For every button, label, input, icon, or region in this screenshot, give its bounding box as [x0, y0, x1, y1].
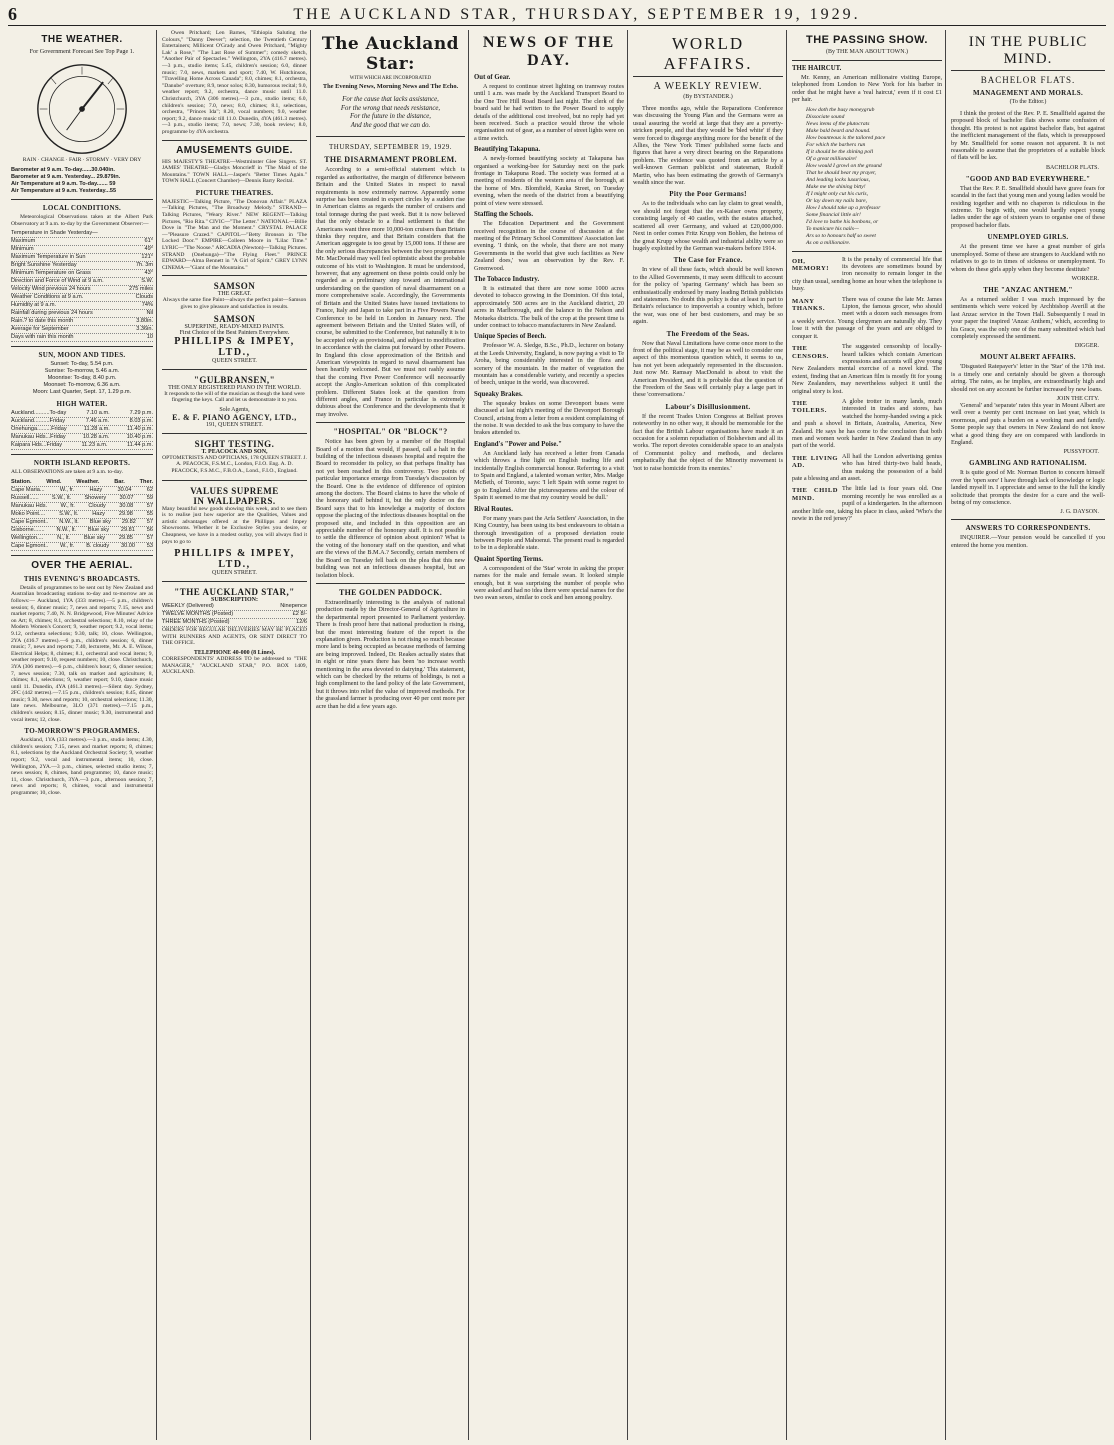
- passing-show-para: There was of course the late Mr. James Lipton, the famous grocer, who should meet with a dozen such messages from a weekly service. Young clergymen are naturally shy. They lose it with the passage of the years and are obliged to conquer it.: [792, 295, 942, 340]
- side-head: THE CHILD MIND.: [792, 487, 838, 502]
- tide-row: [11, 418, 153, 426]
- subscription-row: [162, 619, 307, 627]
- masthead: The Auckland Star:: [321, 34, 460, 74]
- passing-show-byline: (By THE MAN ABOUT TOWN.): [825, 49, 909, 55]
- local-value: 49°: [144, 246, 153, 253]
- world-affairs-subhead: The Case for France.: [673, 256, 743, 265]
- north-cell: 30.04: [117, 486, 132, 493]
- local-value: Nil: [146, 310, 153, 317]
- letter-text: It is quite good of Mr. Norman Burton to concern himself over the 'open sore' I have through lack of knowledge or logic landed myself in. I appreciate and sense to the full the kindly solicitude that prompts the desire for a cure and the well-being of my conscience.: [951, 469, 1105, 507]
- north-cell: 30.08: [119, 502, 134, 509]
- motto: For the cause that lacks assistance, For the wrong that needs resistance, For the future in the distance, And the good that we can do.: [340, 96, 441, 129]
- local-row: [11, 254, 153, 262]
- north-cell: Wellington....: [11, 534, 44, 541]
- north-island-table: [11, 479, 153, 551]
- answers-heading: ANSWERS TO CORRESPONDENTS.: [965, 524, 1091, 533]
- to-editor: (To the Editor.): [1009, 99, 1047, 105]
- passing-show-para: The little lad is four years old. One morning recently he was enrolled as a pupil of a kindergarten. In the afternoon another little one, taking his place in class, asked 'Who's the newie in the red jersey?': [792, 485, 942, 523]
- tide-cell: 7.29 p.m.: [129, 410, 153, 417]
- amusements-heading: AMUSEMENTS GUIDE.: [176, 144, 293, 156]
- barometer-readings: Barometer at 9 a.m. To-day......30.040in. Barometer at 9 a.m. Yesterday... 29.879in. Air Temperature at 9 a.m. To-day....... 59 Air Temperature at 9 a.m. Yesterday...55: [11, 167, 121, 194]
- north-cell: W., fr.: [60, 502, 75, 509]
- local-conditions-heading: LOCAL CONDITIONS.: [42, 204, 122, 212]
- column-editorial: [313, 30, 468, 1440]
- news-item-text: A correspondent of the 'Star' wrote in asking the proper names for the male and female swan. It looked simple enough, but it was surprising the number of people who were asked and had no idea there were special names for the two swan sexes, similar to cock and hen among poultry.: [474, 564, 624, 602]
- local-label: Temperature in Shade Yesterday—: [11, 230, 98, 237]
- news-item-heading: Rival Routes.: [474, 505, 513, 513]
- north-island-heading: NORTH ISLAND REPORTS.: [33, 459, 131, 468]
- local-row: [11, 270, 153, 278]
- poem-line: And leading locks luxurious,: [806, 176, 871, 183]
- tide-cell: Kaipara Hds...Friday: [11, 442, 62, 449]
- letter-signature: DIGGER.: [1074, 343, 1099, 350]
- column-rule: [786, 30, 787, 1440]
- local-row: [11, 294, 153, 302]
- local-row: [11, 334, 153, 342]
- north-cell: 30.07: [119, 494, 134, 501]
- tide-cell: 7.10 a.m.: [86, 410, 110, 417]
- broadcasts-heading: THIS EVENING'S BROADCASTS.: [23, 574, 141, 583]
- subscription-term: THREE MONTHS (Posted): [162, 619, 230, 626]
- poem-line: Some financial little air!: [806, 211, 861, 218]
- local-label: Humidity at 9 a.m.: [11, 302, 57, 309]
- north-cell: Cloudy: [88, 502, 106, 509]
- letter-signature: JOIN THE CITY.: [1056, 395, 1099, 402]
- north-cell: Gisborne.......: [11, 526, 45, 533]
- north-row: [11, 495, 153, 503]
- north-header-cell: Weather.: [76, 478, 100, 485]
- forecast-note: For Government Forecast See Top Page 1.: [29, 48, 135, 55]
- north-cell: B. cloudy: [86, 542, 110, 549]
- local-row: [11, 238, 153, 246]
- tide-cell: 11.40 p.m.: [126, 426, 153, 433]
- column-world-affairs: [630, 30, 786, 1440]
- north-header-cell: Bar.: [114, 478, 125, 485]
- north-cell: Cape Maria...: [11, 486, 45, 493]
- north-cell: Moko Point....: [11, 510, 46, 517]
- local-row: [11, 230, 153, 238]
- local-label: Bright Sunshine Yesterday: [11, 262, 77, 269]
- local-label: Rainfall during previous 24 hours: [11, 310, 93, 317]
- letter-heading: THE "ANZAC ANTHEM.": [983, 285, 1073, 294]
- letter-text: 'Disgusted Ratepayer's' letter in the 'Star' of the 17th inst. is a timely one and certainly should be given a thorough airing. The rates, as he implies, are extraordinarily high and should not on any account be further increased by new loans.: [951, 363, 1105, 393]
- barometer-dial-icon: [34, 61, 130, 157]
- news-item-text: The squeaky brakes on some Devonport buses were discussed at last night's meeting of the Devonport Borough Council, arising from a letter from a resident complaining of the noise. It was decided to ask the bus company to have the brakes attended to.: [474, 399, 624, 437]
- programmes-continued: Owen Pritchard; Len Barnes, "Ethiopia Saluting the Colours," "Danny Deever"; selection, the Twentieth Century Entertainers; Millicent O'Grady and Owen Pritchard, "Mighty Lak' a Rose," "The Last Rose of Summer"; comedy sketch, "Another Pair of Spectacles." Wellington, 2YA (416.7 metres).—3 p.m., studio items; 5.45, children's session; 6.0, dinner music; 7.0, news, markets and sport; 7.40, W. Hutchinson, "Travelling Home Across Canada"; 8.0, chimes; 8.1, orchestra, "Danube" overture; 8.9, tenor solos; 8.30, humorous recital; 9.0, weather report; 9.2, orchestra, dance music until 11.0. Christchurch, 3YA (306 metres).—3 p.m., studio items; 6.0, children's session; 7.0, news; 8.0, chimes; 8.1, selections, orchestra, "Princes Ida"; 8.20, vocal numbers; 9.0, weather report; 9.2, dance music till 11.0. Dunedin, 4YA (461.3 metres).—3 p.m., studio items; 7.0, news; 7.30, book review; 8.0, programme by 4YA orchestra.: [162, 30, 307, 135]
- tide-cell: 10.40 p.m.: [126, 434, 153, 441]
- north-cell: Blue sky: [87, 526, 110, 533]
- subscription-price: Ninepence: [280, 603, 307, 610]
- passing-show-para: All hail the London advertising genius who has hired thirty-two bald heads, thus making the possession of a bald pate a blessing and an asset.: [792, 452, 942, 482]
- world-affairs-subhead: Labour's Disillusionment.: [665, 402, 751, 411]
- north-cell: 55: [146, 510, 153, 517]
- north-cell: 56: [146, 526, 153, 533]
- poem-line: How would I growl on the ground: [806, 162, 882, 169]
- poem-line: How I should take up a professor: [806, 204, 881, 211]
- letter-heading: UNEMPLOYED GIRLS.: [987, 233, 1069, 242]
- local-intro: Meteorological Observations taken at the Albert Park Observatory at 9 a.m. to-day by the Government Observer:—: [11, 214, 153, 227]
- column-programmes: [159, 30, 310, 1440]
- north-cell: W., fr.: [59, 486, 75, 493]
- north-cell: N.W., lt.: [56, 526, 77, 533]
- tide-cell: 8.03 p.m.: [129, 418, 153, 425]
- news-item-text: A request to continue street lighting on tramway routes until 1 a.m. was made by the Auckland Transport Board to the One Tree Hill Road Board last night. The clerk of the board said he had written to the Power Board to supply details of the additional cost involved, but no reply had yet been received. Such a practice would throw the whole organisation out of gear, as a number of street lights were on a time switch.: [474, 83, 624, 142]
- local-row: [11, 262, 153, 270]
- letter-text: I think the protest of the Rev. P. E. Smallfield against the proposed block of bachelor flats shows some confusion of thought. His protest is not against bachelor flats, but against the inefficient management of the flats, which is presupposed by Mr. Smallfield for some reason not apparent. It is not reasonable to assume that the proprietors of a suitable block of flats will be lax.: [951, 110, 1105, 162]
- dial-labels: RAIN · CHANGE · FAIR · STORMY · VERY DRY: [22, 157, 142, 164]
- world-affairs-subhead: The Freedom of the Seas.: [666, 329, 750, 338]
- news-item-text: An Auckland lady has received a letter from Canada which throws a fine light on English trading life and incidentally English commercial honour. Referring to a visit to Spain and England, a talented woman writer, Mrs. Madge McBeth, of Toronto, says: 'I left Spain with some regret to go to England. After the picturesqueness and the colour of Spain it seemed to me that my country would be dull.': [474, 449, 624, 502]
- editorial-title-hospital: "HOSPITAL" OR "BLOCK"?: [333, 427, 448, 437]
- world-affairs-byline: (By BYSTANDER.): [683, 94, 733, 100]
- letter-text: As a returned soldier I was much impressed by the sentiments which were voiced by Archbishop Averill at the last Anzac service in the Town Hall. Subsequently I read in your paper the inspired 'Anzac Anthem,' which, according to his Grace, was the only one of the many submitted which had completely expressed the sentiment.: [951, 295, 1105, 340]
- bachelor-flats-heading: BACHELOR FLATS.: [980, 75, 1076, 85]
- news-item-text: It is estimated that there are now some 1000 acres devoted to tobacco growing in the Dominion. Of this total, approximately 500 acres are in the Auckland district, 20 acres in Marlborough, and the balance in the Nelson and Motueka districts. The bulk of the crop at the present time is under contract to tobacco manufacturers in New Zealand.: [474, 284, 624, 329]
- poem-line: How bounteous is the tailored pace: [806, 134, 886, 141]
- north-cell: 29.85: [118, 534, 133, 541]
- local-value: 74%: [141, 302, 153, 309]
- letter-signature: BACHELOR FLATS.: [1045, 164, 1099, 171]
- side-head: OH, MEMORY!: [792, 257, 829, 273]
- north-cell: N., lt.: [57, 534, 71, 541]
- local-value: 3.80in.: [136, 318, 153, 325]
- tide-cell: Onehunga.........Friday: [11, 426, 67, 433]
- passing-show-heading: THE PASSING SHOW.: [806, 34, 928, 46]
- local-label: Minimum: [11, 246, 34, 253]
- local-value: S.W.: [141, 278, 153, 285]
- gulbransen-piano-ad: "GULBRANSEN," THE ONLY REGISTERED PIANO IN THE WORLD. It responds to the will of the musician as though the hand were fingering the keys. Call and let us demonstrate it to you. Sole Agents, E. & F. PIANO AGENCY, LTD., 191, QUEEN STREET.: [164, 374, 305, 428]
- north-header-cell: Ther.: [139, 478, 153, 485]
- tide-cell: 7.46 a.m.: [85, 418, 110, 425]
- tomorrow-text: Auckland, 1YA (333 metres).—3 p.m., studio items; 4.30, children's session; 7.15, news and market reports; 8, chimes; 8.1, selections by the Auckland Orchestral Society; 9, weather report; 9.2, vocal and instrumental items; 10, close. Wellington, 2YA.—3 p.m., chimes, selected studio items; 7, news session; 8, chimes, band programme; 10, dance music; 11, close. Christchurch, 3YA.—3 p.m., afternoon session; 7, news and reports; 8, chimes, vocal and instrumental programme; 10, close.: [11, 737, 153, 796]
- poem-line: If it should be the shining poll: [806, 148, 874, 155]
- local-value: 3.36in.: [136, 326, 153, 333]
- north-cell: Hazy: [92, 510, 105, 517]
- north-cell: Cape Egmont..: [11, 518, 49, 525]
- north-header-cell: Wind.: [46, 478, 62, 485]
- north-cell: 29.81: [120, 526, 135, 533]
- letter-heading: MOUNT ALBERT AFFAIRS.: [980, 353, 1076, 362]
- tide-table: [11, 410, 153, 450]
- north-row: [11, 519, 153, 527]
- north-cell: 57: [146, 502, 153, 509]
- local-value: Clouds: [135, 294, 153, 301]
- local-label: Rain.? to date this month: [11, 318, 74, 325]
- local-label: Velocity Wind previous 24 hours: [11, 286, 91, 293]
- local-label: Direction and Force of Wind at 9 a.m.: [11, 278, 104, 285]
- local-label: Days with rain this month: [11, 334, 74, 341]
- poem-line: Of a great millionaire!: [806, 155, 857, 162]
- tide-cell: Auckland..........To-day: [11, 410, 67, 417]
- north-cell: 29.98: [118, 510, 133, 517]
- poem-line: I'd love to bathe his bonbons, or: [806, 218, 879, 225]
- north-cell: W., fr.: [60, 542, 75, 549]
- world-affairs-para: Now that Naval Limitations have come once more to the front of the political stage, it may be as well to consider one aspect of this momentous question which, it seems to us, has not yet been adequately represented in the discussion. Just now Mr. Ramsay MacDonald is about to visit the American President, and it is probable that the question of the Freedom of the Seas will certainly play a large part in these 'conversations.': [633, 339, 783, 399]
- subscription-ad: "THE AUCKLAND STAR," SUBSCRIPTION: WEEKLY (Delivered) Ninepence TWELVE MONTHS (Posted) £2 8/- THREE MONTHS (Posted) 12/6 ORDERS FOR REGULAR DELIVERIES MAY BE PLACED WITH RUNNERS AND AGENTS, OR SENT DIRECT TO THE OFFICE. TELEPHONE 40-000 (8 Lines). CORRESPONDENTS' ADDRESS TO be addressed to "THE MANAGER," "AUCKLAND STAR," P.O. BOX 1409, AUCKLAND.: [162, 587, 307, 676]
- letter-heading: GAMBLING AND RATIONALISM.: [969, 459, 1087, 468]
- passing-show-para: It is the penalty of commercial life that its devotees are sometimes bound by iron necessity to remain longer in the city than usual, sending home an hour when the telephone is busy.: [792, 255, 942, 293]
- local-value: 121°: [141, 254, 153, 261]
- sight-testing-ad: SIGHT TESTING. T. PEACOCK AND SON, OPTOMETRISTS AND OPTICIANS, 178 QUEEN STREET. J. A. PEACOCK, F.S.M.C., London, F.I.O. Eng. A. D. PEACOCK, F.S.M.C., F.B.O.A., Lond., F.I.O., England.: [162, 438, 307, 474]
- sun-moon-list: Sunset: To-day, 5.54 p.m. Sunrise: To-morrow, 5.46 a.m. Moonrise: To-day, 8.40 p.m. Moonset: To-morrow, 6.36 a.m. Moon: Last Quarter, Sept. 17, 1.29 p.m.: [32, 361, 132, 396]
- poem-line: If I might only cut his curls,: [806, 190, 868, 197]
- side-head: THE LIVING AD.: [792, 454, 838, 470]
- column-rule: [945, 30, 946, 1440]
- north-cell: Showery: [84, 494, 107, 501]
- poem-line: That he should bear my prayer,: [806, 169, 876, 176]
- north-cell: Russell......: [11, 494, 39, 501]
- north-row: [11, 487, 153, 495]
- page-number: 6: [8, 4, 17, 24]
- side-head: MANY THANKS.: [792, 297, 825, 313]
- north-cell: 57: [146, 518, 153, 525]
- news-item-text: The Education Department and the Government received recognition in the course of discussion at the meeting of the Primary School Committees' Association last evening. 'I think, on the whole, that there are not many Governments in the world that give such facilities as New Zealand does,' was an observation by the Rev. F. Greenwood.: [474, 220, 624, 272]
- weekly-review-subheading: A WEEKLY REVIEW.: [653, 81, 763, 92]
- north-header-cell: Station.: [11, 478, 32, 485]
- north-row: [11, 511, 153, 519]
- north-cell: 29.82: [121, 518, 136, 525]
- world-affairs-para: In view of all these facts, which should be well known to the Allied Governments, it may seem difficult to account for the policy of 'sparing Germany' which has been so enthusiastically endorsed by many leading British publicists and statesmen. No doubt this policy is due at least in part to Britain's reluctance to impoverish a country which, before the war, was one of her best customers, and may be so again.: [633, 266, 783, 326]
- north-cell: 57: [146, 534, 153, 541]
- north-cell: 59: [146, 494, 153, 501]
- subscription-row: [162, 603, 307, 611]
- tide-cell: 11.23 a.m.: [81, 442, 108, 449]
- column-rule: [310, 30, 311, 1440]
- side-head: THE CENSORS.: [792, 345, 829, 360]
- local-value: 10: [146, 334, 153, 341]
- local-row: [11, 286, 153, 294]
- tide-cell: 10.28 a.m.: [82, 434, 110, 441]
- answer-text: INQUIRER.—Your pension would be cancelled if you entered the home you mention.: [951, 534, 1105, 549]
- north-cell: Blue sky: [89, 518, 111, 525]
- tide-cell: 11.44 p.m.: [126, 442, 153, 449]
- poem-line: Make me the shining bitty!: [806, 183, 866, 190]
- editorial-title-disarmament: THE DISARMAMENT PROBLEM.: [324, 155, 457, 165]
- news-item-text: A newly-formed beautifying society at Takapuna has organised a working-bee for Saturday next on the park frontage in Takapuna Road. The society was formed at a meeting of residents of the western area of the borough, at the home of Mrs. Blomfield, Kauka Street, on Tuesday evening, when the needs of the district from a beautifying point of view were stressed.: [474, 155, 624, 207]
- letter-signature: WORKER.: [1071, 275, 1099, 282]
- local-row: [11, 278, 153, 286]
- samson-paint-ad: SAMSON THE GREAT. Always the same fine Paint—always the perfect paint—Samson gives to give pleasure and satisfaction in results. SAMSON SUPERFINE, READY-MIXED PAINTS. First Choice of the Best Painters Everywhere. PHILLIPS & IMPEY, LTD., QUEEN STREET.: [162, 281, 307, 364]
- wallpaper-ad: VALUES SUPREME IN WALLPAPERS. Many beautiful new goods showing this week, and to see them is to realise just how superior are the Qualities, Values and artistic advantages offered at the Phillipps and Impey Showrooms. Whether it be Exclusive Styles you desire, or Cheapness, we have in a modest outlay, you will always find it pays to go to PHILLIPS & IMPEY, LTD., QUEEN STREET.: [162, 485, 307, 577]
- world-affairs-para: Three months ago, while the Reparations Conference was discussing the Young Plan and the Germans were as usual assuring the world at large that they are a poverty-stricken people, and that they would be 'bled white' if they were forced to disgorge anything more for the benefit of the Allies, the 'New York Times' published some facts and figures that have a very direct bearing on the Reparations problem. The evidence was quoted from an article by a well-known German publicist and statesman, Rudolf Martin, who has been estimating the growth of Germany's wealth since the war.: [633, 105, 783, 187]
- tomorrow-heading: TO-MORROW'S PROGRAMMES.: [24, 727, 140, 736]
- poem-line: As on a millionaire.: [806, 239, 851, 246]
- news-item-text: For many years past the Arfa Settlers' Association, in the King Country, has been using its best endeavours to obtain a thorough investigation of a proposed deviation route between Piopio and Mahoenui. The present road is regarded to be in a deplorable state.: [474, 514, 624, 552]
- tide-row: [11, 410, 153, 418]
- passing-show-para: The suggested censorship of locally-heard talkies which contain American expressions and accents will give young New Zealanders mental exercise of a novel kind. The extent, finding that an American film is mostly fit for young New Zealanders, may nevertheless subject it until the original story is lost.: [792, 343, 942, 395]
- masthead-sub: The Evening News, Morning News and The Echo.: [322, 83, 459, 90]
- north-intro: ALL OBSERVATIONS are taken at 9 a.m. to-day.: [11, 469, 123, 476]
- broadcasts-text: Details of programmes to be sent out by New Zealand and Australian broadcasting stations to-day and to-morrow are as follows:— Auckland, 1YA (333 metres).—5 p.m., children's session; 6, dinner music; 7, news and reports; 7.15, news and market reports; 7.40, N. N. Bridgewood, Five Minutes' Advice on Art; 8, chimes; 8.1, orchestral selections; 8.10, relay of the Modern Women's Concert; 9, weather report; 9.2, vocal items; 9.12, orchestra selections; 9.30, talk; 10, close. Wellington, 2YA (416.7 metres).—6 p.m., children's session; 6, dinner music; 7, news and reports; 7.40, lecturette, Mr. A. E. Wilson, Electrical Helps; 8, chimes; 8.1, orchestral and vocal items; 9, weather report; 9.10, request numbers; 10, close. Christchurch, 3YA (306 metres).—6 p.m., children's hour; 6, dinner session; 7, news session; 7.30, talk on market and agriculture; 8, chimes; 8.1, selections; 9, weather report; 9.10, dance music until 11. Dunedin, 4YA (461.3 metres).—Silent day. Sydney, 2FC (442 metres).—7.15 p.m., children's session; 8.45, dinner music; 9.30, news and reports; 10, orchestral selections; 11.30, late news. Melbourne, 3LO (371 metres).—7.15 p.m., children's session; 8.15, dinner music; 9.30, instrumental and vocal items; 12, close.: [11, 584, 153, 723]
- letter-heading: "GOOD AND BAD EVERYWHERE.": [965, 174, 1091, 183]
- letter-text: 'General' and 'separate' rates this year in Mount Albert are well over a twenty per cent increase on last year, which is enormous, and puts a burden on a working man and family. Some people say that owners in New Zealand do not know what a good thing they are on compared with landlords in England.: [951, 401, 1105, 446]
- haircut-poem: [806, 107, 942, 247]
- north-cell: Manukau Hds.: [11, 502, 48, 509]
- poem-line: Make bald beard and bound.: [806, 127, 871, 134]
- column-passing-show: [789, 30, 945, 1440]
- editorial-title-paddock: THE GOLDEN PADDOCK.: [338, 587, 443, 597]
- tide-cell: 11.28 a.m.: [83, 426, 110, 433]
- north-cell: Blue sky: [83, 534, 106, 541]
- news-item-heading: Out of Gear.: [474, 74, 511, 81]
- column-rule: [156, 30, 157, 1440]
- local-row: [11, 302, 153, 310]
- subscription-term: TWELVE MONTHS (Posted): [162, 611, 234, 618]
- management-morals-heading: MANAGEMENT AND MORALS.: [972, 89, 1084, 97]
- subscription-row: [162, 611, 307, 619]
- north-row: [11, 527, 153, 535]
- north-cell: 53: [146, 542, 153, 549]
- subscription-term: WEEKLY (Delivered): [162, 603, 214, 610]
- north-cell: 30.00: [120, 542, 135, 549]
- column-rule: [468, 30, 469, 1440]
- sun-moon-heading: SUN, MOON AND TIDES.: [38, 351, 126, 360]
- local-value: 43°: [144, 270, 153, 277]
- letter-text: At the present time we have a great number of girls unemployed. Some of these are strangers to Auckland with no relatives to go to in times of sickness or unemployment. To whom do these girls apply when they become destitute?: [951, 243, 1105, 273]
- page-header: [8, 4, 1106, 26]
- north-row: [11, 535, 153, 543]
- world-affairs-para: If the recent Trades Union Congress at Belfast proves noteworthy in no other way, it should be memorable for the fact that the British Labour organisations have made it an occasion for a solemn repudiation of Bolshevism and all its works. The report devotes considerable space to an analysis of Communist policy and methods, and declares emphatically that the object of the Minority movement is 'not to raise homicide from its enemies.': [633, 412, 783, 472]
- local-label: Maximum: [11, 238, 36, 245]
- world-affairs-para: As to the individuals who can lay claim to great wealth, we should not forget that the ex-Kaiser owns property, consisting largely of 40 castles, with the estates attached, scattered all over Germany, and valued at £20,000,000. Next in order comes Fritz Krupp von Bohlen, the heiress of the great Krupp whose wealth and industrial ability were so hugely exploited by the German war-makers before 1914.: [633, 200, 783, 252]
- local-row: [11, 310, 153, 318]
- masthead-incorporated: WITH WHICH ARE INCORPORATED: [349, 76, 432, 81]
- north-cell: Cape Egmont..: [11, 542, 49, 549]
- tide-cell: Auckland..........Friday: [11, 418, 66, 425]
- poem-line: Dissociate sound: [806, 113, 845, 120]
- passing-show-para: Mr. Kenny, an American millionaire visiting Europe, telephoned from London to New York for his barber in order that he might have a 'real haircut,' even if it cost £1 per hair.: [792, 74, 942, 104]
- north-cell: 62: [146, 486, 153, 493]
- north-cell: S.W., lt.: [59, 510, 79, 517]
- column-rule: [627, 30, 628, 1440]
- column-public-mind: [948, 30, 1108, 1440]
- news-item-heading: Staffing the Schools.: [474, 211, 534, 219]
- picture-theatres-heading: PICTURE THEATRES.: [195, 188, 274, 197]
- local-value: 61°: [144, 238, 153, 245]
- letter-text: That the Rev. P. E. Smallfield should have grave fears for scandal in the fact that young men and young ladies would be residing together and with no chaperon is ridiculous in the extreme. To begin with, one would hardly expect young ladies under the age of sixteen years to organise one of these proposed bachelor flats.: [951, 184, 1105, 229]
- news-item-heading: England's "Power and Poise.": [474, 440, 562, 448]
- letter-signature: PUSSYFOOT.: [1063, 449, 1099, 456]
- poem-line: For which the barbers run: [806, 141, 866, 148]
- north-cell: S.W., lt.: [51, 494, 72, 501]
- tide-row: [11, 426, 153, 434]
- north-cell: Hazy: [89, 486, 103, 493]
- tide-row: [11, 434, 153, 442]
- news-item-heading: The Tobacco Industry.: [474, 275, 540, 283]
- weather-heading: THE WEATHER.: [41, 34, 123, 45]
- picture-theatres-list: MAJESTIC—Talking Picture, "The Donovan Affair." PLAZA—Talking Pictures, "The Broadway Melody." STRAND—Talking Pictures, "Weary River." NEW REGENT—Talking Pictures, "Rio Rita." CIVIC—"The Letter." NATIONAL—Billie Dove in "The Man and the Moment." CRYSTAL PALACE—"Pleasure Crazed." CAPITOL—"Betty Bronson in 'The Locked Door.'" EMPIRE—Colleen Moore in "Lilac Time." LYRIC—"The Noose." ARCADIA (Newton)—Talking Pictures. STRAND (Onehunga)—"The Flying Fleet." PRINCE EDWARD—Alma Bennett in "A Girl of Spirit." GREY LYNN CINEMA—"Giant of the Mountains.": [162, 198, 307, 271]
- local-label: Minimum Temperature on Grass: [11, 270, 91, 277]
- news-item-heading: Quaint Sporting Terms.: [474, 555, 543, 563]
- local-row: [11, 326, 153, 334]
- editorial-paddock: Extraordinarily interesting is the analysis of national production made by the Director-General of Agriculture in the departmental report presented to Parliament yesterday. There is fresh proof here that national production is rising, but the most interesting feature of the report is the explanation given. Production is not rising so much because more land is being occupied as because methods of farming are being improved. Indeed, Dr. Reakes actually states that in eight or nine years there has been 'no increase worth mentioning in the area devoted to dairying.' This statement, which can be checked by the returns of holdings, is not a high compliment to the land policy of the late Government, but it throws into relief the value of improved methods. For the grassland farmer is producing over 40 per cent more per acre than he did a few years ago.: [316, 598, 465, 710]
- tide-row: [11, 442, 153, 450]
- column-news: [471, 30, 627, 1440]
- high-water-heading: HIGH WATER.: [56, 400, 108, 409]
- aerial-heading: OVER THE AERIAL.: [31, 559, 133, 571]
- north-cell: N.W., lt.: [59, 518, 79, 525]
- local-label: Weather Conditions at 9 a.m.: [11, 294, 84, 301]
- local-label: Average for September: [11, 326, 69, 333]
- passing-show-para: A globe trotter in many lands, much interested in trades and stores, has watched the horny-handed swing a pick and push a shovel in Britain, Australia, America, New Zealand. He says he has come to the conclusion that both men and women work harder in New Zealand than in any part of the world.: [792, 397, 942, 450]
- news-heading: NEWS OF THE DAY.: [482, 34, 616, 69]
- section-haircut: THE HAIRCUT.: [792, 65, 842, 72]
- subscription-price: £2 8/-: [292, 611, 307, 618]
- north-row: [11, 543, 153, 551]
- news-item-text: Professor W. A. Sledge, B.Sc., Ph.D., lecturer on botany at the Leeds University, England, is now paying a visit to Te Aroha, being considerably interested in the flora and scenery of the mountain. In the matter of vegetation the mountain has a considerable variety, and recently a species of beech, unique in the world, was discovered.: [474, 342, 624, 387]
- news-item-heading: Beautifying Takapuna.: [474, 146, 541, 154]
- world-affairs-heading: WORLD AFFAIRS.: [633, 34, 783, 77]
- editorial-date: THURSDAY, SEPTEMBER 19, 1929.: [328, 143, 453, 152]
- poem-line: Ars so to honours half so sweet: [806, 232, 876, 239]
- local-label: Maximum Temperature in Sun: [11, 254, 86, 261]
- local-row: [11, 246, 153, 254]
- letter-signature: J. G. DAYSON.: [1060, 509, 1099, 516]
- north-header-row: [11, 479, 153, 487]
- subscription-price: 12/6: [296, 619, 307, 626]
- public-mind-heading: IN THE PUBLIC MIND.: [951, 34, 1105, 71]
- column-weather: [8, 30, 156, 1440]
- world-affairs-subhead: Pity the Poor Germans!: [669, 190, 747, 199]
- news-item-heading: Unique Species of Beech.: [474, 333, 547, 341]
- running-title: THE AUCKLAND STAR, THURSDAY, SEPTEMBER 19, 1929.: [293, 5, 861, 23]
- local-conditions-table: [11, 230, 153, 342]
- news-item-heading: Squeaky Brakes.: [474, 390, 523, 398]
- poem-line: To manicure his nails—: [806, 225, 859, 232]
- poem-line: How doth the busy moneygrub: [806, 106, 875, 113]
- local-value: 7h. 3m: [135, 262, 153, 269]
- side-head: THE TOILERS.: [792, 399, 827, 415]
- local-row: [11, 318, 153, 326]
- north-row: [11, 503, 153, 511]
- local-value: 275 miles: [129, 286, 153, 293]
- editorial-disarmament: According to a semi-official statement which is regarded as authoritative, the margin of difference between Britain and the United States in respect to naval requirements is now extremely narrow. Apparently some surprise has been created in expert circles by a sudden rise in American claims as regards the number of cruisers and total tonnage during the past week. But it is now believed that the only obstacle to a final settlement is that the Americans want three more 10,000-ton cruisers than Britain thinks they require, and that Britain considers that the American aggregate is too great by 15,000 tons. If these are the only serious discrepancies between the two programmes Mr. MacDonald may well feel optimistic about the probable outcome of his visit to Washington. It must be understood, however, that any agreement on these points could only be regarded as a preliminary step toward an international understanding on the question of naval disarmament on a more comprehensive scale. Accordingly, the Governments of Britain and the United States have issued invitations to France, Italy and Japan to take part in a Five Powers Naval Conference to be held in London in January next. The agreement between Britain and the United States will, of course, be submitted to the Conference, but naturally it is to be accepted only as provisional, and subject to modification in accordance with the claims put forward by other Powers. In England this close approximation of the British and American viewpoints in regard to naval disarmament has been heartily welcomed. But we must not rashly assume that the coming Five Power Conference will necessarily accept the Anglo-American solution of this complicated problem. Different States look at the question from different angles, and France in particular is extremely dubious about the Conference and the developments that it may involve.: [316, 166, 465, 418]
- tide-cell: Manukau Hds...Friday: [11, 434, 66, 441]
- poem-line: News items of the plutocrats: [806, 120, 870, 127]
- amusements-list: HIS MAJESTY'S THEATRE—Westminster Glee Singers. ST. JAMES' THEATRE—Gladys Moncrieff in "The Maid of the Mountains." TOWN HALL—Jasper's "Better Times Again." TOWN HALL (Concert Chamber)—Dennis Barry Recital.: [162, 158, 307, 185]
- editorial-hospital: Notice has been given by a member of the Hospital Board of a motion that would, if passed, call a halt in the building of the infectious diseases hospital and require the Board to reconsider its policy, so that perhaps finality has not yet been reached in this controversy. Two points of particular importance emerge from Tuesday's discussion by the Board. One is the evidence of difference of opinion among the doctors. The Board claims to have the whole of the honorary staff behind it, but the only doctor on the Board says that to his knowledge a majority of doctors oppose the placing of the infectious diseases hospital on the proposed site, and included in this opposition are an appreciable number of the honorary staff. It is not possible to settle the difference of opinion about opinion? What is the voting of the honorary staff on the question, and what are the views of the B.M.A.? Secondly, certain members of the Board on Tuesday fell back on the plea that this new building was not an infectious diseases hospital, but an isolation block.: [316, 438, 465, 579]
- poem-line: Or lay down my nails bare,: [806, 197, 868, 204]
